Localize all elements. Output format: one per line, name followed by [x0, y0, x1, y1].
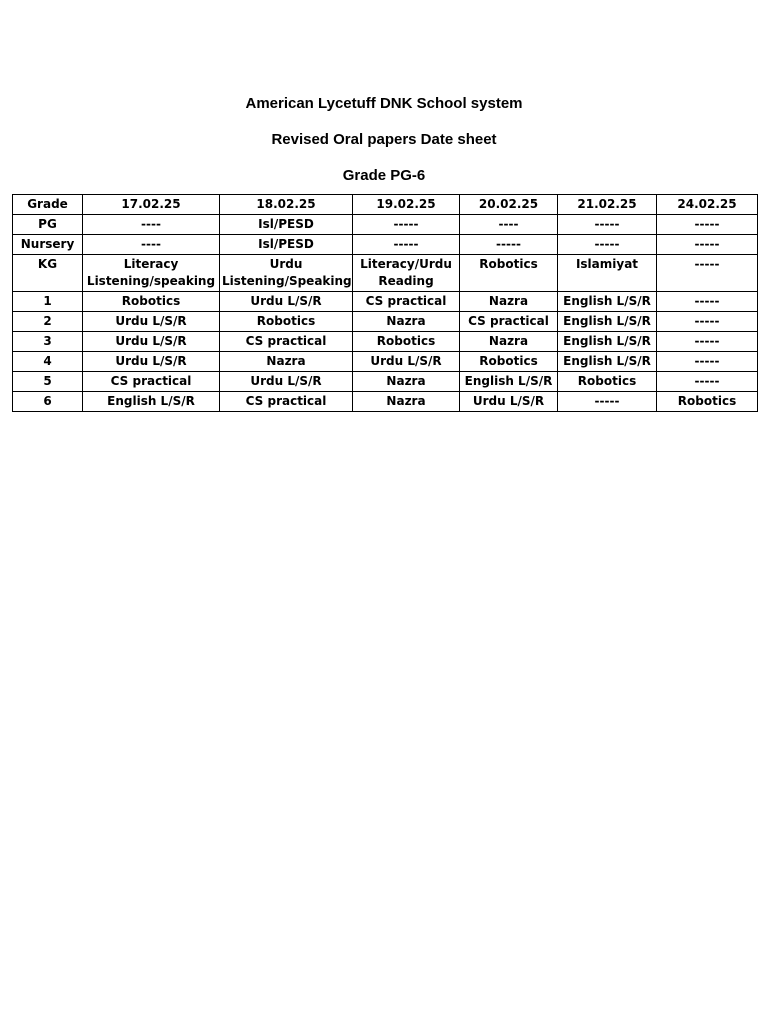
- table-row: [13, 332, 758, 352]
- subject-cell: [220, 235, 353, 255]
- subject-cell: [460, 292, 558, 312]
- subject-cell: [353, 312, 460, 332]
- header-cell-date: 18.02.25: [220, 195, 353, 215]
- subject-cell: [83, 352, 220, 372]
- subject-cell: [657, 235, 758, 255]
- subject-text: Nazra: [386, 374, 426, 388]
- subject-text: Listening/Speaking: [222, 274, 352, 288]
- subject-text: -----: [594, 217, 620, 231]
- subject-cell: [83, 332, 220, 352]
- table-row: [13, 292, 758, 312]
- subject-cell: [220, 312, 353, 332]
- subject-text: Urdu L/S/R: [250, 374, 322, 388]
- school-name: American Lycetuff DNK School system: [245, 95, 523, 112]
- subject-text: English L/S/R: [563, 354, 651, 368]
- subject-cell: [83, 235, 220, 255]
- header-cell-date: 24.02.25: [657, 195, 758, 215]
- subject-text: English L/S/R: [563, 294, 651, 308]
- subject-cell: [460, 235, 558, 255]
- subject-cell: [220, 292, 353, 312]
- subject-cell: [353, 332, 460, 352]
- subject-text: English L/S/R: [107, 394, 195, 408]
- subject-text: Urdu L/S/R: [370, 354, 442, 368]
- subject-cell: [558, 372, 657, 392]
- subject-cell: [558, 235, 657, 255]
- subject-text: Robotics: [577, 374, 637, 388]
- subject-text: Robotics: [479, 354, 538, 368]
- subject-cell: [353, 235, 460, 255]
- subject-cell: [353, 292, 460, 312]
- subject-text: English L/S/R: [563, 334, 651, 348]
- subject-cell: [558, 352, 657, 372]
- subject-cell: [460, 392, 558, 412]
- subject-text: Robotics: [479, 257, 538, 271]
- subject-text: English L/S/R: [464, 374, 553, 388]
- subject-text: Isl/PESD: [258, 217, 314, 231]
- subject-text: English L/S/R: [563, 314, 651, 328]
- grade-cell: PG: [13, 215, 83, 235]
- subject-text: Urdu L/S/R: [472, 394, 545, 408]
- subject-text: ----: [498, 217, 519, 231]
- subject-cell: [353, 215, 460, 235]
- subject-text: CS practical: [365, 294, 447, 308]
- subject-text: Urdu L/S/R: [115, 354, 187, 368]
- subject-cell: [220, 372, 353, 392]
- grade-range: Grade PG-6: [342, 167, 426, 184]
- subject-cell: [657, 255, 758, 292]
- subject-text: -----: [694, 334, 720, 348]
- subject-cell: [657, 352, 758, 372]
- subject-text: Urdu L/S/R: [115, 334, 187, 348]
- subject-text: Islamiyat: [575, 257, 639, 271]
- subject-text: Nazra: [488, 334, 529, 348]
- subject-text: Urdu: [269, 257, 303, 271]
- subject-cell: [657, 332, 758, 352]
- table-row: [13, 372, 758, 392]
- grade-cell: KG: [13, 255, 83, 292]
- subject-text: Literacy/Urdu: [360, 257, 452, 271]
- grade-cell: 5: [13, 372, 83, 392]
- header-cell-date: 20.02.25: [460, 195, 558, 215]
- date-sheet-table: [12, 194, 758, 412]
- subject-cell: [220, 255, 353, 292]
- grade-cell: 4: [13, 352, 83, 372]
- subject-text: ----: [141, 217, 161, 231]
- grade-cell: 6: [13, 392, 83, 412]
- grade-cell: Nursery: [13, 235, 83, 255]
- subject-cell: [83, 255, 220, 292]
- subject-text: CS practical: [245, 394, 327, 408]
- subject-text: -----: [694, 354, 720, 368]
- subject-text: CS practical: [468, 314, 549, 328]
- subject-cell: [460, 215, 558, 235]
- header-row: [13, 195, 758, 215]
- subject-text: Isl/PESD: [258, 237, 314, 251]
- grade-cell: 2: [13, 312, 83, 332]
- subject-cell: [83, 372, 220, 392]
- subject-cell: [83, 215, 220, 235]
- subject-cell: [220, 332, 353, 352]
- subject-text: Nazra: [386, 394, 426, 408]
- subject-text: -----: [594, 237, 620, 251]
- subject-cell: [460, 312, 558, 332]
- subject-text: -----: [694, 237, 720, 251]
- subject-text: CS practical: [110, 374, 192, 388]
- subject-text: -----: [594, 394, 620, 408]
- subject-text: Nazra: [488, 294, 529, 308]
- subject-cell: [558, 392, 657, 412]
- subject-text: Reading: [378, 274, 434, 288]
- subject-cell: [558, 332, 657, 352]
- subject-text: -----: [393, 217, 419, 231]
- subject-cell: [353, 392, 460, 412]
- grade-cell: 3: [13, 332, 83, 352]
- subject-text: ----: [141, 237, 161, 251]
- subject-text: -----: [694, 217, 720, 231]
- subject-text: Listening/speaking: [86, 274, 216, 288]
- subject-cell: [83, 392, 220, 412]
- table-row: [13, 392, 758, 412]
- subject-text: Urdu L/S/R: [250, 294, 322, 308]
- subject-cell: [657, 292, 758, 312]
- subject-cell: [353, 255, 460, 292]
- subject-text: -----: [694, 294, 720, 308]
- subject-text: Robotics: [677, 394, 737, 408]
- subject-text: -----: [694, 314, 720, 328]
- header-cell-grade: Grade: [13, 195, 83, 215]
- subject-cell: [657, 392, 758, 412]
- subject-cell: [657, 312, 758, 332]
- subject-text: Nazra: [266, 354, 306, 368]
- subject-text: Nazra: [386, 314, 426, 328]
- sheet-title: Revised Oral papers Date sheet: [271, 131, 497, 148]
- subject-cell: [83, 312, 220, 332]
- subject-cell: [558, 215, 657, 235]
- subject-cell: [460, 332, 558, 352]
- subject-cell: [353, 352, 460, 372]
- table-row: [13, 312, 758, 332]
- subject-text: Urdu L/S/R: [115, 314, 187, 328]
- subject-text: Literacy: [123, 257, 179, 271]
- subject-text: -----: [393, 237, 419, 251]
- table-row: [13, 215, 758, 235]
- subject-cell: [460, 372, 558, 392]
- header-cell-date: 17.02.25: [83, 195, 220, 215]
- header-cell-date: 21.02.25: [558, 195, 657, 215]
- table-row: [13, 352, 758, 372]
- subject-cell: [220, 352, 353, 372]
- subject-cell: [460, 255, 558, 292]
- subject-text: -----: [496, 237, 521, 251]
- subject-cell: [220, 392, 353, 412]
- subject-text: -----: [694, 257, 720, 271]
- subject-text: Robotics: [256, 314, 316, 328]
- table-row: [13, 255, 758, 292]
- subject-cell: [220, 215, 353, 235]
- subject-cell: [657, 215, 758, 235]
- subject-cell: [83, 292, 220, 312]
- subject-cell: [558, 292, 657, 312]
- table-row: [13, 235, 758, 255]
- subject-cell: [460, 352, 558, 372]
- table-body: [13, 195, 758, 412]
- subject-text: Robotics: [121, 294, 181, 308]
- subject-text: Robotics: [376, 334, 436, 348]
- subject-text: CS practical: [245, 334, 327, 348]
- subject-cell: [657, 372, 758, 392]
- subject-cell: [353, 372, 460, 392]
- header-cell-date: 19.02.25: [353, 195, 460, 215]
- subject-cell: [558, 255, 657, 292]
- grade-cell: 1: [13, 292, 83, 312]
- subject-cell: [558, 312, 657, 332]
- subject-text: -----: [694, 374, 720, 388]
